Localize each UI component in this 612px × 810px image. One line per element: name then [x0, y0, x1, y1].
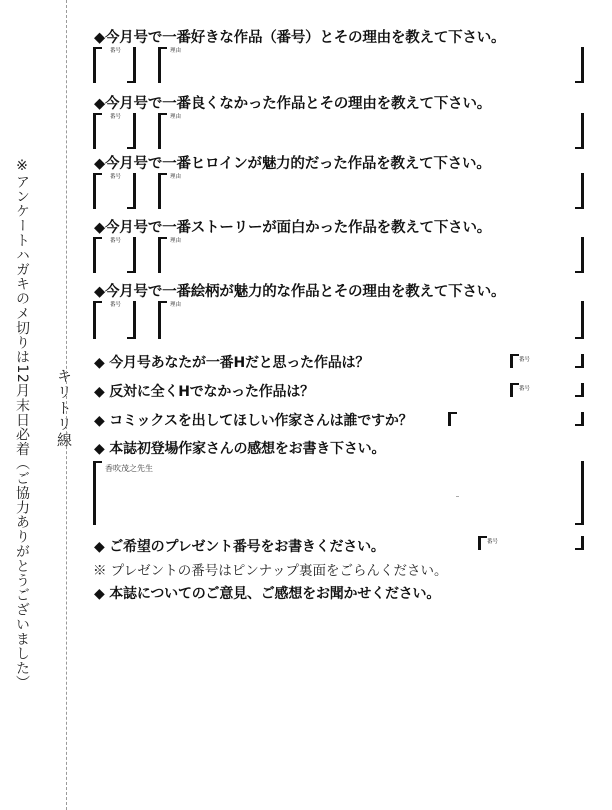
author-field-close: [575, 412, 584, 426]
reason-field-close-1: [575, 47, 584, 83]
reason-label-5: 理由: [170, 302, 182, 308]
reason-field-open-2[interactable]: [158, 113, 167, 149]
question-new-author-impressions: ◆ 本誌初登場作家さんの感想をお書き下さい。: [94, 441, 386, 457]
number-label-6: 番号: [519, 357, 531, 363]
question-story-work: ◆今月号で一番ストーリーが面白かった作品を教えて下さい。: [94, 220, 492, 236]
question-most-h-work: ◆ 今月号あなたが一番Hだと思った作品は？: [94, 355, 370, 371]
number-label-3: 番号: [110, 174, 122, 180]
number-label-1: 番号: [110, 48, 122, 54]
number-field-close-1: [127, 47, 136, 83]
number-field-open-4[interactable]: [93, 237, 102, 273]
number-label-5: 番号: [110, 302, 122, 308]
number-field-open-6[interactable]: [510, 354, 519, 368]
author-field-open[interactable]: [448, 412, 457, 426]
number-label-2: 番号: [110, 114, 122, 120]
reason-field-close-4: [575, 237, 584, 273]
reason-field-open-1[interactable]: [158, 47, 167, 83]
question-favorite-work: ◆今月号で一番好きな作品（番号）とその理由を教えて下さい。: [94, 30, 506, 46]
number-field-close-7: [575, 383, 584, 397]
reason-field-open-5[interactable]: [158, 301, 167, 339]
number-field-open-1[interactable]: [93, 47, 102, 83]
reason-field-close-2: [575, 113, 584, 149]
handwritten-author-name: 香吹茂之先生: [105, 464, 153, 473]
question-comics-author: ◆ コミックスを出してほしい作家さんは誰ですか？: [94, 413, 413, 429]
number-field-open-7[interactable]: [510, 383, 519, 397]
number-field-close-4: [127, 237, 136, 273]
deadline-note: ※アンケートハガキのメ切りは12月末日必着（ご協力ありがとうございました）: [14, 158, 30, 691]
number-field-close-3: [127, 173, 136, 209]
reason-label-2: 理由: [170, 114, 182, 120]
number-label-4: 番号: [110, 238, 122, 244]
reason-label-4: 理由: [170, 238, 182, 244]
impressions-field-open[interactable]: [93, 461, 102, 525]
number-field-close-6: [575, 354, 584, 368]
number-field-close-5: [127, 301, 136, 339]
reason-field-close-5: [575, 301, 584, 339]
present-number-label: 番号: [487, 539, 499, 545]
reason-field-close-3: [575, 173, 584, 209]
reason-field-open-4[interactable]: [158, 237, 167, 273]
question-heroine-work: ◆今月号で一番ヒロインが魅力的だった作品を教えて下さい。: [94, 156, 491, 172]
number-label-7: 番号: [519, 386, 531, 392]
number-field-open-2[interactable]: [93, 113, 102, 149]
question-opinions: ◆ 本誌についてのご意見、ご感想をお聞かせください。: [94, 586, 441, 602]
number-field-close-2: [127, 113, 136, 149]
cut-line: [66, 0, 67, 810]
paper-speck: [456, 496, 459, 497]
question-art-style-work: ◆今月号で一番絵柄が魅力的な作品とその理由を教えて下さい。: [94, 284, 506, 300]
reason-label-1: 理由: [170, 48, 182, 54]
present-field-close: [575, 536, 584, 550]
question-worst-work: ◆今月号で一番良くなかった作品とその理由を教えて下さい。: [94, 96, 492, 112]
reason-field-open-3[interactable]: [158, 173, 167, 209]
impressions-field-close: [575, 461, 584, 525]
question-present-number: ◆ ご希望のプレゼント番号をお書きください。: [94, 539, 385, 555]
present-field-open[interactable]: [478, 536, 487, 550]
present-note: ※ プレゼントの番号はピンナップ裏面をごらんください。: [93, 563, 448, 579]
number-field-open-5[interactable]: [93, 301, 102, 339]
question-least-h-work: ◆ 反対に全くHでなかった作品は？: [94, 384, 314, 400]
number-field-open-3[interactable]: [93, 173, 102, 209]
reason-label-3: 理由: [170, 174, 182, 180]
cut-line-label: キリトリ線: [55, 368, 73, 448]
